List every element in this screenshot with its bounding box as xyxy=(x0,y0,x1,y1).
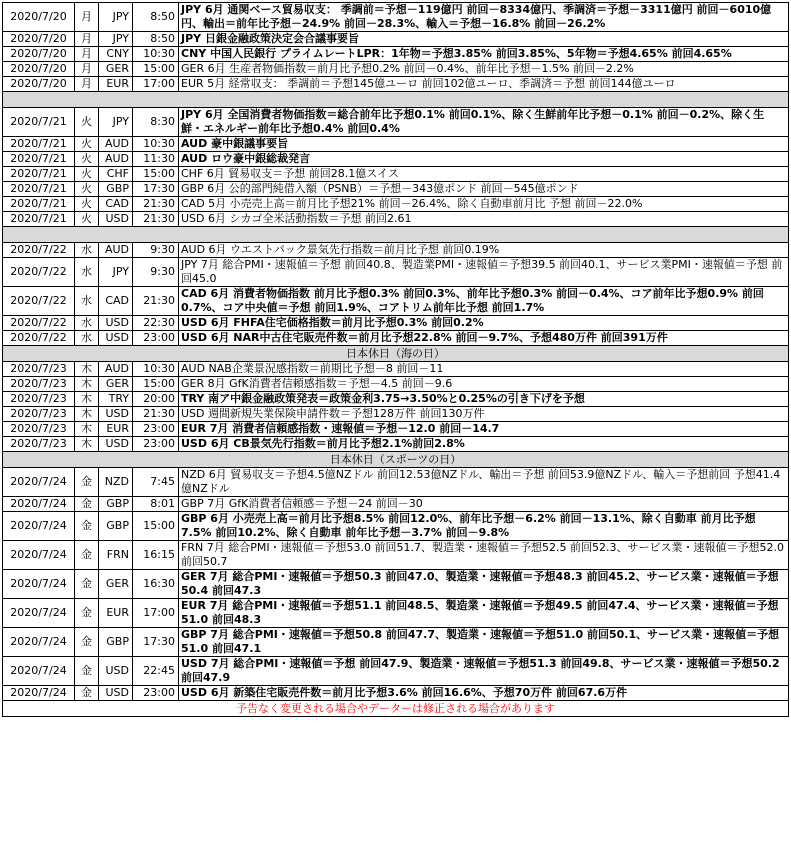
event-weekday: 火 xyxy=(75,137,99,152)
event-weekday: 水 xyxy=(75,243,99,258)
footer-note: 予告なく変更される場合やデーターは修正される場合があります xyxy=(3,701,789,717)
event-currency: GBP xyxy=(99,628,133,657)
event-date: 2020/7/22 xyxy=(3,287,75,316)
event-weekday: 水 xyxy=(75,287,99,316)
event-row xyxy=(3,258,789,287)
event-date: 2020/7/24 xyxy=(3,512,75,541)
event-date: 2020/7/22 xyxy=(3,243,75,258)
event-time: 23:00 xyxy=(133,437,179,452)
event-currency: TRY xyxy=(99,392,133,407)
event-currency: NZD xyxy=(99,468,133,497)
event-date: 2020/7/21 xyxy=(3,137,75,152)
event-description: AUD 6月 ウエストパック景気先行指数＝前月比予想 前回0.19% xyxy=(179,243,789,258)
event-weekday: 火 xyxy=(75,212,99,227)
event-description: GER 6月 生産者物価指数＝前月比予想0.2% 前回－0.4%、前年比予想－1.5% 前回－2.2% xyxy=(179,62,789,77)
event-weekday: 金 xyxy=(75,628,99,657)
event-row xyxy=(3,377,789,392)
event-row xyxy=(3,287,789,316)
event-date: 2020/7/21 xyxy=(3,167,75,182)
event-date: 2020/7/22 xyxy=(3,331,75,346)
event-weekday: 月 xyxy=(75,77,99,92)
day-separator xyxy=(3,92,789,108)
event-time: 16:15 xyxy=(133,541,179,570)
event-description: NZD 6月 貿易収支＝予想4.5億NZドル 前回12.53億NZドル、輸出＝予想 前回53.9億NZドル、輸入＝予想前回 予想41.4億NZドル xyxy=(179,468,789,497)
event-description: EUR 7月 総合PMI・速報値＝予想51.1 前回48.5、製造業・速報値＝予想49.5 前回47.4、サービス業・速報値＝予想51.0 前回48.3 xyxy=(179,599,789,628)
event-date: 2020/7/23 xyxy=(3,392,75,407)
event-row xyxy=(3,362,789,377)
event-currency: GBP xyxy=(99,512,133,541)
event-weekday: 火 xyxy=(75,108,99,137)
event-description: GBP 6月 公的部門純借入額（PSNB）＝予想－343億ポンド 前回－545億ポンド xyxy=(179,182,789,197)
event-date: 2020/7/24 xyxy=(3,468,75,497)
event-row xyxy=(3,197,789,212)
event-row xyxy=(3,407,789,422)
event-row xyxy=(3,3,789,32)
event-date: 2020/7/23 xyxy=(3,422,75,437)
event-description: USD 6月 NAR中古住宅販売件数＝前月比予想22.8% 前回－9.7%、予想480万件 前回391万件 xyxy=(179,331,789,346)
event-time: 22:45 xyxy=(133,657,179,686)
event-row xyxy=(3,657,789,686)
event-row xyxy=(3,182,789,197)
event-time: 16:30 xyxy=(133,570,179,599)
event-date: 2020/7/21 xyxy=(3,197,75,212)
event-row xyxy=(3,167,789,182)
event-description: AUD NAB企業景況感指数＝前期比予想－8 前回－11 xyxy=(179,362,789,377)
event-description: JPY 6月 全国消費者物価指数＝総合前年比予想0.1% 前回0.1%、除く生鮮前年比予想－0.1% 前回－0.2%、除く生鮮・エネルギー前年比予想0.4% 前回0.4% xyxy=(179,108,789,137)
event-currency: CNY xyxy=(99,47,133,62)
event-time: 22:30 xyxy=(133,316,179,331)
event-date: 2020/7/24 xyxy=(3,599,75,628)
event-description: FRN 7月 総合PMI・速報値＝予想53.0 前回51.7、製造業・速報値＝予想52.5 前回52.3、サービス業・速報値＝予想52.0 前回50.7 xyxy=(179,541,789,570)
event-description: JPY 6月 通関ベース貿易収支： 季調前＝予想－119億円 前回－8334億円、季調済＝予想－3311億円 前回－6010億円、輸出＝前年比予想－24.9% 前回－28.3%、輸入＝予想－16.8% 前回－26.2% xyxy=(179,3,789,32)
footer-note-row xyxy=(3,701,789,717)
event-date: 2020/7/23 xyxy=(3,362,75,377)
event-date: 2020/7/20 xyxy=(3,77,75,92)
event-currency: AUD xyxy=(99,243,133,258)
event-description: JPY 日銀金融政策決定会合議事要旨 xyxy=(179,32,789,47)
event-currency: USD xyxy=(99,212,133,227)
event-description: USD 6月 新築住宅販売件数＝前月比予想3.6% 前回16.6%、予想70万件 前回67.6万件 xyxy=(179,686,789,701)
event-date: 2020/7/23 xyxy=(3,407,75,422)
holiday-label: 日本休日（スポーツの日） xyxy=(3,452,789,468)
event-date: 2020/7/24 xyxy=(3,570,75,599)
calendar-body xyxy=(3,3,789,717)
event-description: GER 8月 GfK消費者信頼感指数＝予想－4.5 前回－9.6 xyxy=(179,377,789,392)
event-currency: CAD xyxy=(99,197,133,212)
event-time: 21:30 xyxy=(133,212,179,227)
event-weekday: 火 xyxy=(75,197,99,212)
event-description: JPY 7月 総合PMI・速報値＝予想 前回40.8、製造業PMI・速報値＝予想39.5 前回40.1、サービス業PMI・速報値＝予想 前回45.0 xyxy=(179,258,789,287)
event-time: 17:00 xyxy=(133,77,179,92)
holiday-row xyxy=(3,452,789,468)
event-row xyxy=(3,599,789,628)
event-currency: CAD xyxy=(99,287,133,316)
event-time: 9:30 xyxy=(133,243,179,258)
event-time: 7:45 xyxy=(133,468,179,497)
event-time: 8:30 xyxy=(133,108,179,137)
event-currency: GER xyxy=(99,377,133,392)
event-description: USD 6月 FHFA住宅価格指数＝前月比予想0.3% 前回0.2% xyxy=(179,316,789,331)
event-weekday: 月 xyxy=(75,32,99,47)
event-weekday: 金 xyxy=(75,541,99,570)
event-currency: CHF xyxy=(99,167,133,182)
event-weekday: 水 xyxy=(75,316,99,331)
event-description: CHF 6月 貿易収支＝予想 前回28.1億スイス xyxy=(179,167,789,182)
event-description: GER 7月 総合PMI・速報値＝予想50.3 前回47.0、製造業・速報値＝予想48.3 前回45.2、サービス業・速報値＝予想50.4 前回47.3 xyxy=(179,570,789,599)
event-description: GBP 7月 GfK消費者信頼感＝予想－24 前回－30 xyxy=(179,497,789,512)
event-row xyxy=(3,392,789,407)
event-description: AUD ロウ豪中銀総裁発言 xyxy=(179,152,789,167)
event-row xyxy=(3,62,789,77)
event-currency: AUD xyxy=(99,362,133,377)
event-date: 2020/7/24 xyxy=(3,686,75,701)
event-currency: JPY xyxy=(99,258,133,287)
event-currency: GBP xyxy=(99,182,133,197)
event-description: USD 7月 総合PMI・速報値＝予想 前回47.9、製造業・速報値＝予想51.3 前回49.8、サービス業・速報値＝予想50.2 前回47.9 xyxy=(179,657,789,686)
event-weekday: 木 xyxy=(75,437,99,452)
event-row xyxy=(3,497,789,512)
event-row xyxy=(3,686,789,701)
event-description: CAD 5月 小売売上高＝前月比予想21% 前回－26.4%、除く自動車前月比 予想 前回－22.0% xyxy=(179,197,789,212)
event-row xyxy=(3,541,789,570)
event-row xyxy=(3,77,789,92)
event-date: 2020/7/21 xyxy=(3,182,75,197)
event-currency: GBP xyxy=(99,497,133,512)
event-date: 2020/7/20 xyxy=(3,3,75,32)
event-row xyxy=(3,108,789,137)
event-time: 20:00 xyxy=(133,392,179,407)
event-weekday: 金 xyxy=(75,512,99,541)
holiday-label: 日本休日（海の日） xyxy=(3,346,789,362)
event-date: 2020/7/24 xyxy=(3,657,75,686)
event-weekday: 水 xyxy=(75,258,99,287)
event-row xyxy=(3,32,789,47)
event-currency: JPY xyxy=(99,108,133,137)
event-time: 17:00 xyxy=(133,599,179,628)
event-row xyxy=(3,468,789,497)
event-date: 2020/7/23 xyxy=(3,437,75,452)
event-weekday: 木 xyxy=(75,362,99,377)
event-description: USD 週間新規失業保険申請件数＝予想128万件 前回130万件 xyxy=(179,407,789,422)
event-row xyxy=(3,212,789,227)
event-weekday: 金 xyxy=(75,686,99,701)
event-weekday: 金 xyxy=(75,599,99,628)
event-weekday: 水 xyxy=(75,331,99,346)
event-weekday: 木 xyxy=(75,377,99,392)
event-time: 15:00 xyxy=(133,167,179,182)
event-date: 2020/7/20 xyxy=(3,62,75,77)
event-time: 11:30 xyxy=(133,152,179,167)
event-time: 21:30 xyxy=(133,287,179,316)
event-currency: EUR xyxy=(99,77,133,92)
event-time: 10:30 xyxy=(133,362,179,377)
event-time: 17:30 xyxy=(133,182,179,197)
event-time: 10:30 xyxy=(133,137,179,152)
event-weekday: 月 xyxy=(75,62,99,77)
event-currency: EUR xyxy=(99,422,133,437)
event-time: 8:50 xyxy=(133,3,179,32)
event-date: 2020/7/24 xyxy=(3,628,75,657)
event-weekday: 木 xyxy=(75,392,99,407)
event-currency: USD xyxy=(99,437,133,452)
event-date: 2020/7/24 xyxy=(3,541,75,570)
event-time: 23:00 xyxy=(133,422,179,437)
event-time: 23:00 xyxy=(133,331,179,346)
event-currency: USD xyxy=(99,407,133,422)
event-time: 15:00 xyxy=(133,377,179,392)
event-currency: EUR xyxy=(99,599,133,628)
event-weekday: 金 xyxy=(75,468,99,497)
event-description: AUD 豪中銀議事要旨 xyxy=(179,137,789,152)
event-row xyxy=(3,512,789,541)
event-time: 9:30 xyxy=(133,258,179,287)
day-separator xyxy=(3,227,789,243)
event-description: EUR 7月 消費者信頼感指数・速報値＝予想－12.0 前回－14.7 xyxy=(179,422,789,437)
day-separator-row xyxy=(3,227,789,243)
event-currency: USD xyxy=(99,686,133,701)
event-description: TRY 南ア中銀金融政策発表＝政策金利3.75→3.50%と0.25%の引き下げを予想 xyxy=(179,392,789,407)
event-description: USD 6月 シカゴ全米活動指数＝予想 前回2.61 xyxy=(179,212,789,227)
event-date: 2020/7/23 xyxy=(3,377,75,392)
event-description: USD 6月 CB景気先行指数＝前月比予想2.1%前回2.8% xyxy=(179,437,789,452)
event-time: 17:30 xyxy=(133,628,179,657)
event-time: 15:00 xyxy=(133,62,179,77)
event-date: 2020/7/22 xyxy=(3,258,75,287)
event-row xyxy=(3,137,789,152)
event-weekday: 火 xyxy=(75,182,99,197)
event-date: 2020/7/22 xyxy=(3,316,75,331)
event-weekday: 火 xyxy=(75,167,99,182)
event-date: 2020/7/21 xyxy=(3,108,75,137)
event-currency: AUD xyxy=(99,137,133,152)
event-description: GBP 6月 小売売上高＝前月比予想8.5% 前回12.0%、前年比予想－6.2% 前回－13.1%、除く自動車 前月比予想7.5% 前回10.2%、除く自動車 前年比予想－3.7% 前回－9.8% xyxy=(179,512,789,541)
event-time: 21:30 xyxy=(133,407,179,422)
event-time: 8:50 xyxy=(133,32,179,47)
event-currency: USD xyxy=(99,657,133,686)
event-date: 2020/7/24 xyxy=(3,497,75,512)
event-row xyxy=(3,331,789,346)
event-row xyxy=(3,47,789,62)
event-weekday: 火 xyxy=(75,152,99,167)
event-row xyxy=(3,628,789,657)
event-time: 21:30 xyxy=(133,197,179,212)
event-date: 2020/7/20 xyxy=(3,47,75,62)
event-description: CAD 6月 消費者物価指数 前月比予想0.3% 前回0.3%、前年比予想0.3% 前回－0.4%、コア前年比予想0.9% 前回0.7%、コア中央値＝予想 前回1.9%、コアトリム前年比予想 前回1.7% xyxy=(179,287,789,316)
event-date: 2020/7/21 xyxy=(3,212,75,227)
event-description: GBP 7月 総合PMI・速報値＝予想50.8 前回47.7、製造業・速報値＝予想51.0 前回50.1、サービス業・速報値＝予想51.0 前回47.1 xyxy=(179,628,789,657)
event-time: 8:01 xyxy=(133,497,179,512)
event-currency: GER xyxy=(99,570,133,599)
event-row xyxy=(3,422,789,437)
event-currency: USD xyxy=(99,331,133,346)
holiday-row xyxy=(3,346,789,362)
event-row xyxy=(3,437,789,452)
event-time: 10:30 xyxy=(133,47,179,62)
event-date: 2020/7/21 xyxy=(3,152,75,167)
event-row xyxy=(3,570,789,599)
event-time: 15:00 xyxy=(133,512,179,541)
event-row xyxy=(3,243,789,258)
event-currency: JPY xyxy=(99,32,133,47)
event-row xyxy=(3,316,789,331)
event-weekday: 金 xyxy=(75,570,99,599)
event-weekday: 金 xyxy=(75,497,99,512)
event-row xyxy=(3,152,789,167)
event-weekday: 月 xyxy=(75,3,99,32)
event-currency: GER xyxy=(99,62,133,77)
event-date: 2020/7/20 xyxy=(3,32,75,47)
economic-calendar-table xyxy=(2,2,789,717)
event-description: CNY 中国人民銀行 プライムレートLPR：1年物＝予想3.85% 前回3.85%、5年物＝予想4.65% 前回4.65% xyxy=(179,47,789,62)
event-time: 23:00 xyxy=(133,686,179,701)
event-weekday: 木 xyxy=(75,407,99,422)
event-weekday: 金 xyxy=(75,657,99,686)
event-weekday: 月 xyxy=(75,47,99,62)
event-currency: USD xyxy=(99,316,133,331)
day-separator-row xyxy=(3,92,789,108)
event-description: EUR 5月 経常収支： 季調前＝予想145億ユーロ 前回102億ユーロ、季調済＝予想 前回144億ユーロ xyxy=(179,77,789,92)
event-currency: AUD xyxy=(99,152,133,167)
event-currency: FRN xyxy=(99,541,133,570)
event-weekday: 木 xyxy=(75,422,99,437)
event-currency: JPY xyxy=(99,3,133,32)
